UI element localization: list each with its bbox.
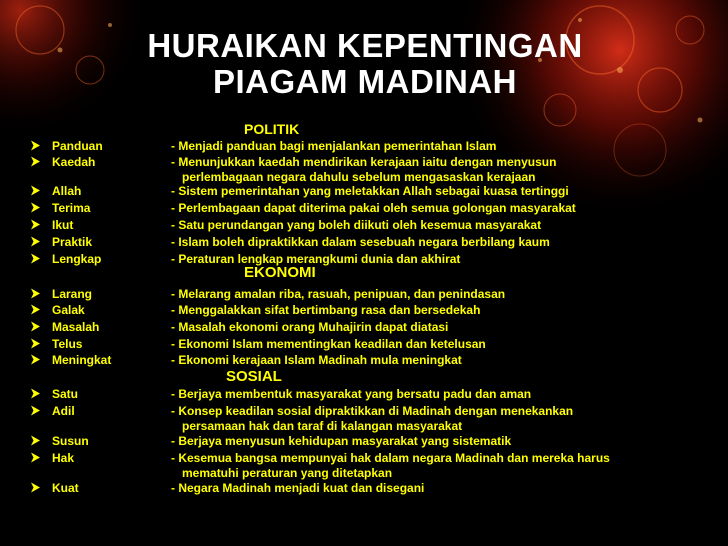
item-description-line: - Negara Madinah menjadi kuat dan disegani (171, 481, 425, 495)
arrow-bullet-icon (30, 388, 41, 399)
item-description (171, 252, 691, 267)
item-description (171, 155, 691, 185)
item-description-line: - Ekonomi kerajaan Islam Madinah mula meningkat (171, 353, 462, 367)
arrow-bullet-icon (30, 321, 41, 332)
item-description-line: - Kesemua bangsa mempunyai hak dalam negara Madinah dan mereka harus (171, 451, 610, 465)
item-description-line: - Konsep keadilan sosial dipraktikkan di Madinah dengan menekankan (171, 404, 574, 418)
item-term: Telus (52, 337, 83, 351)
item-description-line: - Berjaya menyusun kehidupan masyarakat yang sistematik (171, 434, 512, 448)
item-description-line: - Masalah ekonomi orang Muhajirin dapat diatasi (171, 320, 449, 334)
item-term: Kuat (52, 481, 79, 495)
item-description-line: - Perlembagaan dapat diterima pakai oleh semua golongan masyarakat (171, 201, 576, 215)
item-term: Panduan (52, 139, 103, 153)
arrow-bullet-icon (30, 140, 41, 151)
item-description-line: - Menggalakkan sifat bertimbang rasa dan bersedekah (171, 303, 481, 317)
item-description (171, 481, 691, 496)
arrow-bullet-icon (30, 482, 41, 493)
item-description-line: - Sistem pemerintahan yang meletakkan Allah sebagai kuasa tertinggi (171, 184, 569, 198)
item-term: Satu (52, 387, 79, 401)
item-description-line: - Berjaya membentuk masyarakat yang bersatu padu dan aman (171, 387, 532, 401)
arrow-bullet-icon (30, 435, 41, 446)
arrow-bullet-icon (30, 236, 41, 247)
item-term: Praktik (52, 235, 93, 249)
item-description (171, 387, 691, 402)
item-description-continuation: perlembagaan negara dahulu sebelum mengasaskan kerajaan (182, 170, 536, 184)
slide-title-line-1: HURAIKAN KEPENTINGAN (147, 27, 583, 64)
item-description-continuation: persamaan hak dan taraf di kalangan masyarakat (182, 419, 463, 433)
item-description-line: - Satu perundangan yang boleh diikuti oleh kesemua masyarakat (171, 218, 542, 232)
item-description (171, 337, 691, 352)
item-description (171, 184, 691, 199)
item-description (171, 353, 691, 368)
arrow-bullet-icon (30, 354, 41, 365)
item-description (171, 235, 691, 250)
item-term: Susun (52, 434, 89, 448)
item-term: Allah (52, 184, 82, 198)
item-term: Meningkat (52, 353, 112, 367)
item-description (171, 201, 691, 216)
arrow-bullet-icon (30, 185, 41, 196)
arrow-bullet-icon (30, 338, 41, 349)
section-heading-ekonomi: EKONOMI (244, 264, 316, 281)
item-description (171, 303, 691, 318)
item-description (171, 404, 691, 434)
section-heading-sosial: SOSIAL (226, 368, 282, 385)
item-description (171, 451, 691, 481)
item-term: Hak (52, 451, 75, 465)
item-term: Galak (52, 303, 85, 317)
item-term: Larang (52, 287, 93, 301)
item-description-line: - Melarang amalan riba, rasuah, penipuan, dan penindasan (171, 287, 506, 301)
slide-title-line-2: PIAGAM MADINAH (213, 63, 517, 100)
item-description (171, 320, 691, 335)
item-description-continuation: mematuhi peraturan yang ditetapkan (182, 466, 393, 480)
item-term: Lengkap (52, 252, 102, 266)
item-description (171, 287, 691, 302)
item-description (171, 434, 691, 449)
arrow-bullet-icon (30, 202, 41, 213)
arrow-bullet-icon (30, 288, 41, 299)
item-term: Kaedah (52, 155, 96, 169)
item-description-line: - Menunjukkan kaedah mendirikan kerajaan iaitu dengan menyusun (171, 155, 557, 169)
item-description (171, 218, 691, 233)
item-description (171, 139, 691, 154)
arrow-bullet-icon (30, 253, 41, 264)
item-description-line: - Islam boleh dipraktikkan dalam sesebuah negara berbilang kaum (171, 235, 550, 249)
item-description-line: - Peraturan lengkap merangkumi dunia dan akhirat (171, 252, 461, 266)
item-term: Ikut (52, 218, 74, 232)
section-heading-politik: POLITIK (244, 121, 300, 137)
arrow-bullet-icon (30, 304, 41, 315)
item-term: Adil (52, 404, 75, 418)
item-term: Masalah (52, 320, 100, 334)
arrow-bullet-icon (30, 156, 41, 167)
arrow-bullet-icon (30, 405, 41, 416)
item-description-line: - Menjadi panduan bagi menjalankan pemerintahan Islam (171, 139, 497, 153)
item-term: Terima (52, 201, 91, 215)
item-description-line: - Ekonomi Islam mementingkan keadilan dan ketelusan (171, 337, 486, 351)
arrow-bullet-icon (30, 452, 41, 463)
arrow-bullet-icon (30, 219, 41, 230)
